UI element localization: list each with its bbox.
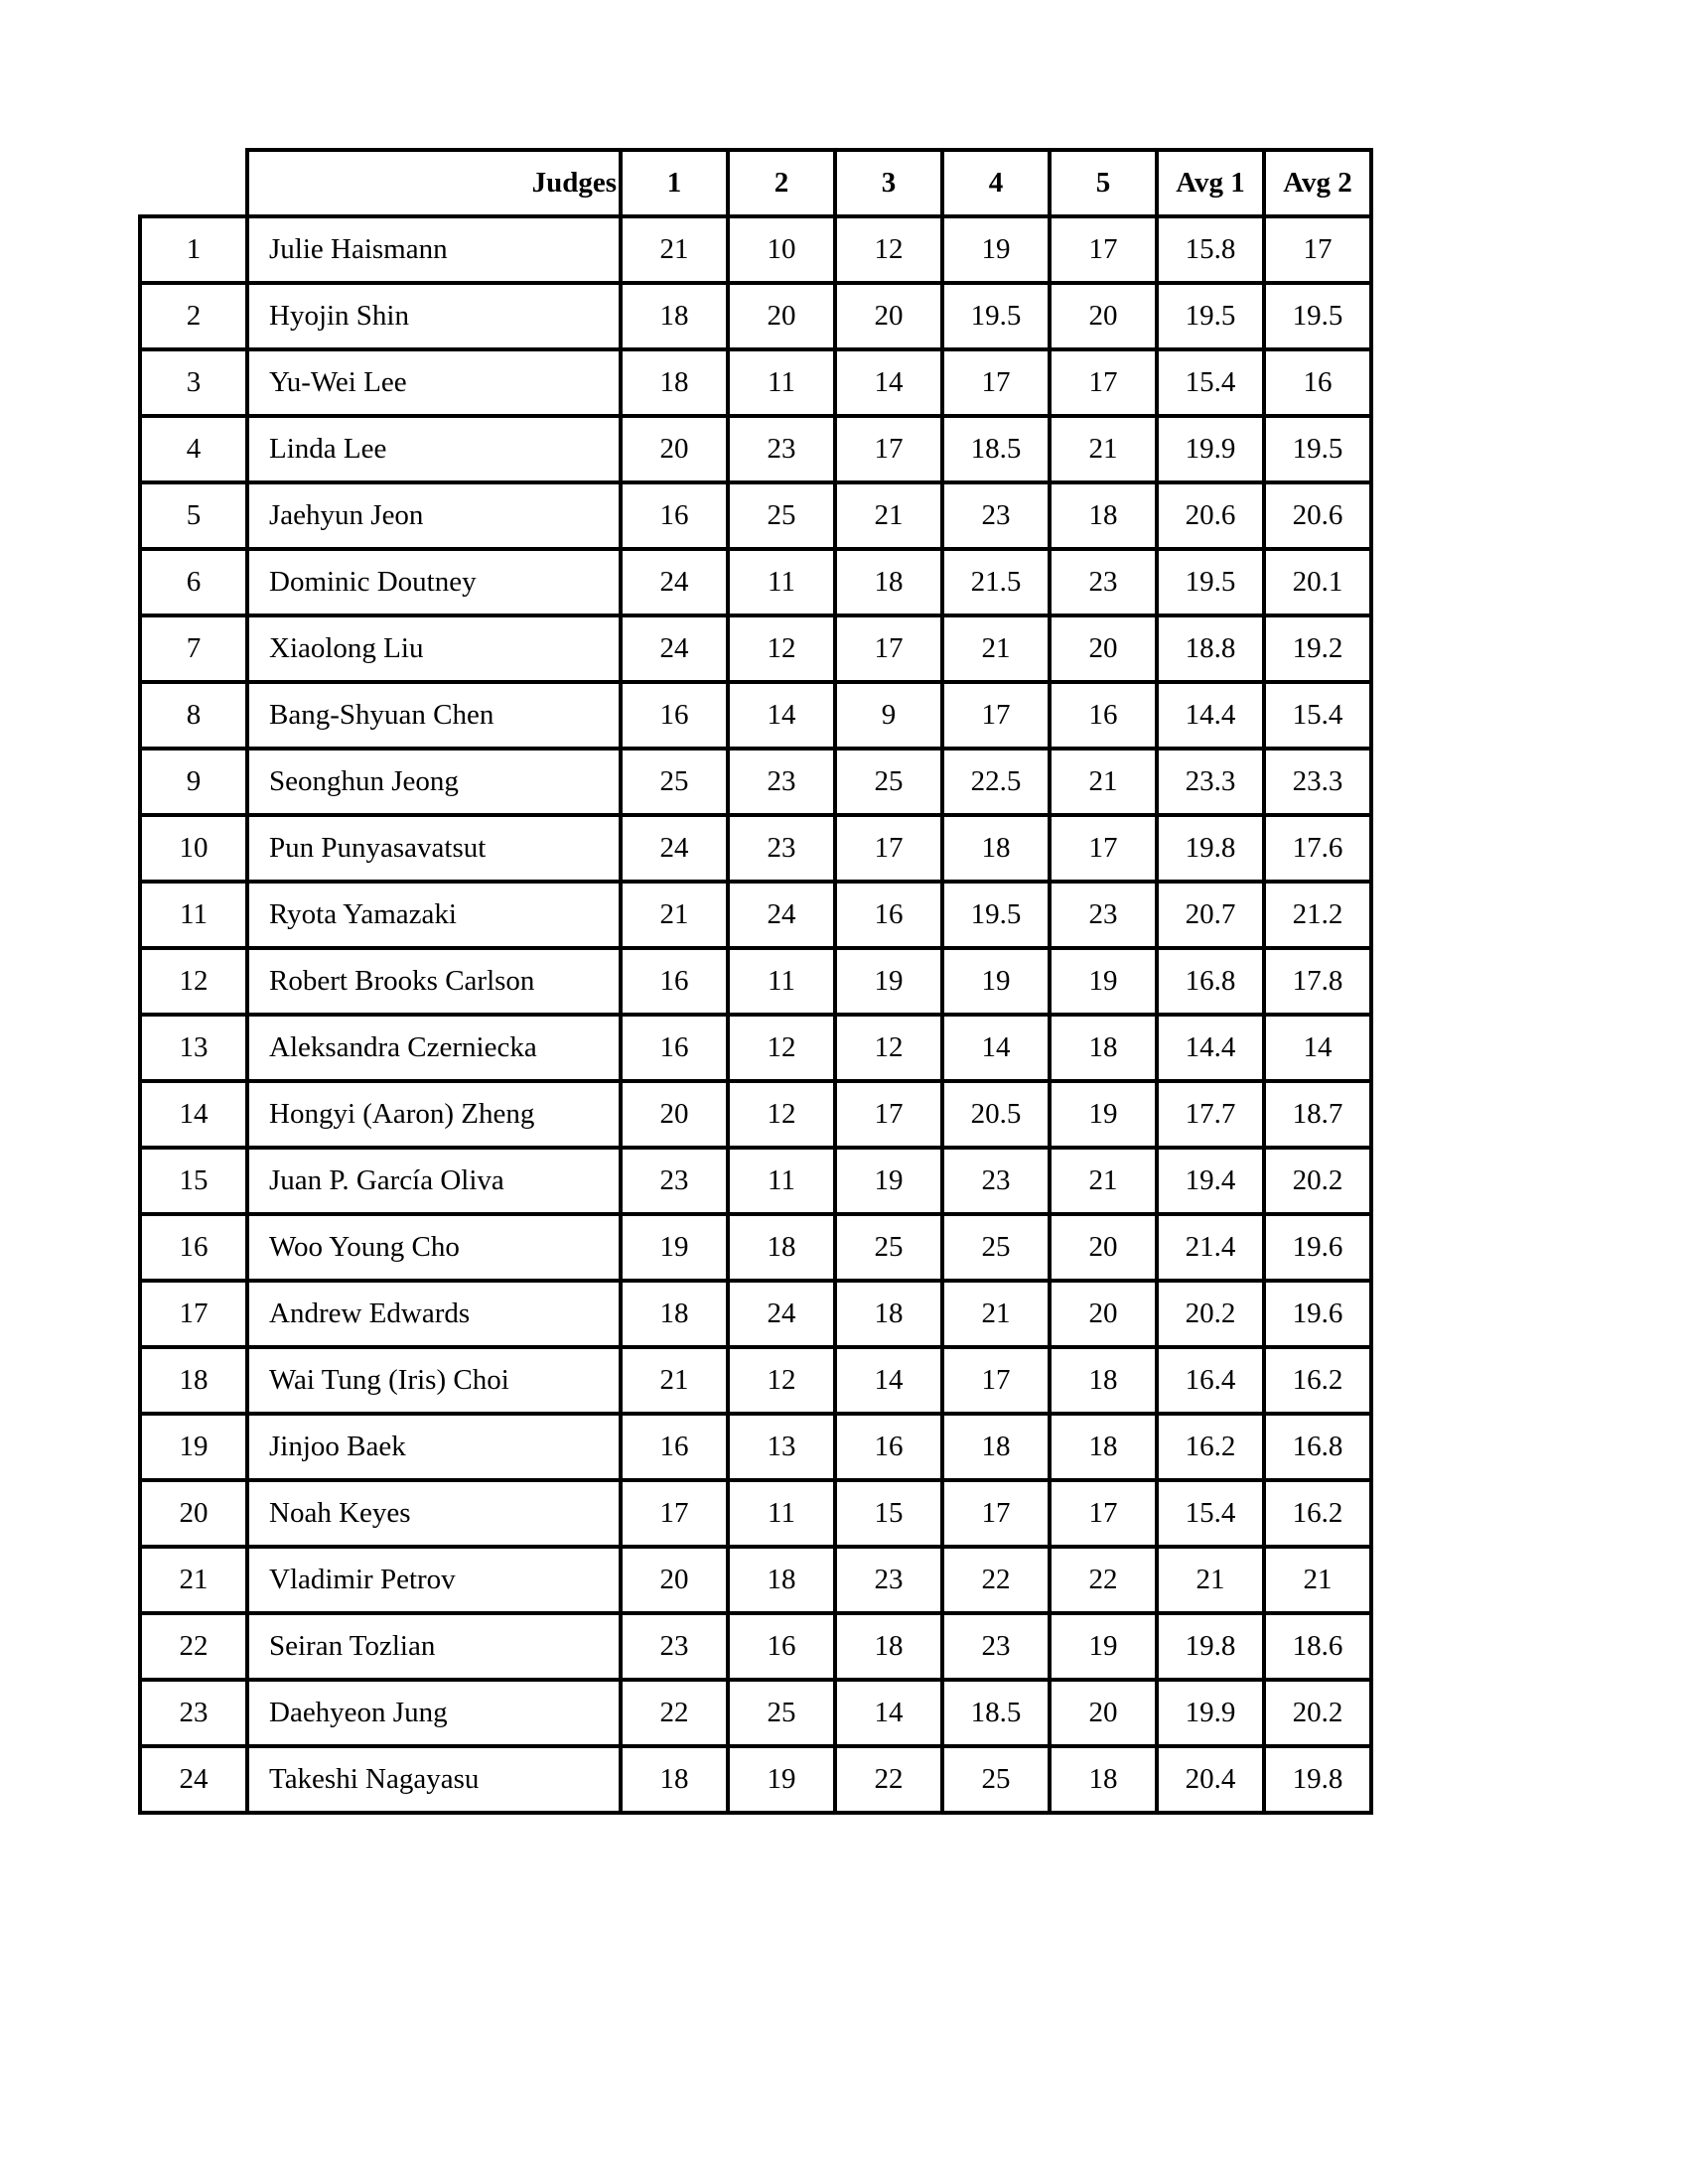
judge-3-score: 18 <box>835 1613 942 1680</box>
contestant-name: Linda Lee <box>247 416 621 482</box>
avg-2-score: 16.8 <box>1264 1414 1371 1480</box>
judge-4-score: 19.5 <box>942 283 1050 349</box>
judge-3-score: 22 <box>835 1746 942 1813</box>
table-row <box>140 1347 1371 1414</box>
contestant-number: 21 <box>140 1547 247 1613</box>
judge-4-score: 21 <box>942 615 1050 682</box>
judge-4-score: 19 <box>942 948 1050 1015</box>
judge-4-score: 21 <box>942 1281 1050 1347</box>
judge-4-score: 23 <box>942 1613 1050 1680</box>
judge-3-score: 20 <box>835 283 942 349</box>
table-header <box>140 150 1371 216</box>
contestant-number: 17 <box>140 1281 247 1347</box>
judge-1-score: 24 <box>621 615 728 682</box>
judge-1-score: 16 <box>621 948 728 1015</box>
contestant-name: Juan P. García Oliva <box>247 1148 621 1214</box>
judge-3-score: 9 <box>835 682 942 749</box>
judge-1-score: 17 <box>621 1480 728 1547</box>
avg-2-score: 21.2 <box>1264 882 1371 948</box>
contestant-name: Pun Punyasavatsut <box>247 815 621 882</box>
table-row <box>140 1480 1371 1547</box>
judge-2-score: 11 <box>728 349 835 416</box>
judge-1-score: 18 <box>621 1746 728 1813</box>
avg-2-header: Avg 2 <box>1264 150 1371 216</box>
judge-5-score: 17 <box>1050 815 1157 882</box>
judge-2-score: 18 <box>728 1547 835 1613</box>
avg-2-score: 21 <box>1264 1547 1371 1613</box>
judge-4-score: 18.5 <box>942 1680 1050 1746</box>
avg-1-score: 21.4 <box>1157 1214 1264 1281</box>
judge-5-score: 19 <box>1050 948 1157 1015</box>
judge-2-score: 11 <box>728 1148 835 1214</box>
contestant-name: Hongyi (Aaron) Zheng <box>247 1081 621 1148</box>
avg-1-score: 19.5 <box>1157 283 1264 349</box>
table-row <box>140 882 1371 948</box>
contestant-number: 1 <box>140 216 247 283</box>
judge-5-score: 21 <box>1050 1148 1157 1214</box>
header-row <box>140 150 1371 216</box>
judge-3-score: 15 <box>835 1480 942 1547</box>
avg-2-score: 18.6 <box>1264 1613 1371 1680</box>
avg-1-score: 19.9 <box>1157 416 1264 482</box>
contestant-name: Bang-Shyuan Chen <box>247 682 621 749</box>
table-row <box>140 1015 1371 1081</box>
judge-5-score: 20 <box>1050 1214 1157 1281</box>
judge-5-score: 21 <box>1050 749 1157 815</box>
avg-1-score: 23.3 <box>1157 749 1264 815</box>
contestant-number: 16 <box>140 1214 247 1281</box>
judge-5-score: 18 <box>1050 1347 1157 1414</box>
contestant-name: Julie Haismann <box>247 216 621 283</box>
contestant-name: Yu-Wei Lee <box>247 349 621 416</box>
contestant-number: 9 <box>140 749 247 815</box>
judge-3-score: 17 <box>835 1081 942 1148</box>
contestant-name: Jaehyun Jeon <box>247 482 621 549</box>
judge-5-score: 22 <box>1050 1547 1157 1613</box>
avg-2-score: 19.5 <box>1264 283 1371 349</box>
contestant-name: Woo Young Cho <box>247 1214 621 1281</box>
judge-4-score: 17 <box>942 349 1050 416</box>
contestant-name: Ryota Yamazaki <box>247 882 621 948</box>
table-row <box>140 1414 1371 1480</box>
contestant-name: Andrew Edwards <box>247 1281 621 1347</box>
avg-1-score: 20.6 <box>1157 482 1264 549</box>
judge-3-score: 12 <box>835 216 942 283</box>
judge-5-score: 20 <box>1050 283 1157 349</box>
judge-3-score: 17 <box>835 815 942 882</box>
avg-2-score: 18.7 <box>1264 1081 1371 1148</box>
judge-4-score: 17 <box>942 1480 1050 1547</box>
judge-1-score: 20 <box>621 416 728 482</box>
contestant-number: 8 <box>140 682 247 749</box>
table-row <box>140 1613 1371 1680</box>
contestant-number: 14 <box>140 1081 247 1148</box>
contestant-number: 22 <box>140 1613 247 1680</box>
contestant-number: 19 <box>140 1414 247 1480</box>
avg-2-score: 19.6 <box>1264 1214 1371 1281</box>
judge-5-score: 20 <box>1050 1281 1157 1347</box>
avg-2-score: 15.4 <box>1264 682 1371 749</box>
judge-2-score: 23 <box>728 815 835 882</box>
judge-4-score: 20.5 <box>942 1081 1050 1148</box>
contestant-number: 23 <box>140 1680 247 1746</box>
contestant-number: 4 <box>140 416 247 482</box>
judge-2-score: 16 <box>728 1613 835 1680</box>
avg-2-score: 16 <box>1264 349 1371 416</box>
table-row <box>140 682 1371 749</box>
judge-1-header: 1 <box>621 150 728 216</box>
contestant-number: 6 <box>140 549 247 615</box>
table-row <box>140 615 1371 682</box>
judges-score-table <box>138 148 1373 1815</box>
table-row <box>140 1281 1371 1347</box>
judge-5-score: 18 <box>1050 1746 1157 1813</box>
judge-1-score: 22 <box>621 1680 728 1746</box>
judge-5-score: 16 <box>1050 682 1157 749</box>
judge-5-score: 18 <box>1050 482 1157 549</box>
judge-2-score: 20 <box>728 283 835 349</box>
judge-2-score: 23 <box>728 749 835 815</box>
judge-2-score: 23 <box>728 416 835 482</box>
contestant-name: Wai Tung (Iris) Choi <box>247 1347 621 1414</box>
judge-1-score: 16 <box>621 682 728 749</box>
judge-2-score: 24 <box>728 1281 835 1347</box>
judge-5-score: 17 <box>1050 1480 1157 1547</box>
avg-1-score: 19.9 <box>1157 1680 1264 1746</box>
judge-5-score: 19 <box>1050 1613 1157 1680</box>
avg-1-score: 20.2 <box>1157 1281 1264 1347</box>
judge-1-score: 18 <box>621 283 728 349</box>
judge-3-score: 14 <box>835 1347 942 1414</box>
judge-4-score: 22.5 <box>942 749 1050 815</box>
table-row <box>140 283 1371 349</box>
avg-1-score: 19.5 <box>1157 549 1264 615</box>
judge-4-score: 22 <box>942 1547 1050 1613</box>
judge-1-score: 25 <box>621 749 728 815</box>
judge-2-score: 12 <box>728 615 835 682</box>
avg-1-score: 15.4 <box>1157 1480 1264 1547</box>
table-row <box>140 1214 1371 1281</box>
judge-3-score: 25 <box>835 1214 942 1281</box>
judge-2-score: 25 <box>728 1680 835 1746</box>
contestant-name: Robert Brooks Carlson <box>247 948 621 1015</box>
avg-1-score: 16.2 <box>1157 1414 1264 1480</box>
avg-1-score: 17.7 <box>1157 1081 1264 1148</box>
judge-4-score: 18 <box>942 1414 1050 1480</box>
judge-5-score: 18 <box>1050 1015 1157 1081</box>
avg-1-score: 19.4 <box>1157 1148 1264 1214</box>
table-row <box>140 1547 1371 1613</box>
contestant-number: 2 <box>140 283 247 349</box>
contestant-number: 12 <box>140 948 247 1015</box>
judge-1-score: 18 <box>621 1281 728 1347</box>
avg-1-score: 16.4 <box>1157 1347 1264 1414</box>
judge-4-score: 25 <box>942 1746 1050 1813</box>
judge-5-score: 21 <box>1050 416 1157 482</box>
avg-2-score: 14 <box>1264 1015 1371 1081</box>
contestant-number: 24 <box>140 1746 247 1813</box>
avg-2-score: 17.8 <box>1264 948 1371 1015</box>
avg-1-score: 15.4 <box>1157 349 1264 416</box>
judge-4-score: 17 <box>942 682 1050 749</box>
avg-1-score: 19.8 <box>1157 815 1264 882</box>
contestant-number: 20 <box>140 1480 247 1547</box>
judge-3-score: 12 <box>835 1015 942 1081</box>
judge-2-score: 11 <box>728 549 835 615</box>
judge-1-score: 20 <box>621 1081 728 1148</box>
contestant-name: Jinjoo Baek <box>247 1414 621 1480</box>
avg-1-score: 16.8 <box>1157 948 1264 1015</box>
contestant-name: Hyojin Shin <box>247 283 621 349</box>
judge-5-score: 17 <box>1050 216 1157 283</box>
contestant-name: Noah Keyes <box>247 1480 621 1547</box>
table-body <box>140 216 1371 1813</box>
judge-1-score: 18 <box>621 349 728 416</box>
judge-3-score: 18 <box>835 1281 942 1347</box>
contestant-number: 11 <box>140 882 247 948</box>
judge-2-score: 12 <box>728 1015 835 1081</box>
judge-2-score: 11 <box>728 1480 835 1547</box>
judge-2-score: 10 <box>728 216 835 283</box>
avg-2-score: 19.6 <box>1264 1281 1371 1347</box>
judge-2-score: 25 <box>728 482 835 549</box>
judge-3-score: 16 <box>835 882 942 948</box>
contestant-name: Seonghun Jeong <box>247 749 621 815</box>
judge-1-score: 16 <box>621 1414 728 1480</box>
table-row <box>140 216 1371 283</box>
table-row <box>140 1148 1371 1214</box>
avg-2-score: 17 <box>1264 216 1371 283</box>
avg-1-score: 18.8 <box>1157 615 1264 682</box>
judges-header: Judges <box>247 150 621 216</box>
judge-5-score: 18 <box>1050 1414 1157 1480</box>
contestant-name: Daehyeon Jung <box>247 1680 621 1746</box>
table-row <box>140 349 1371 416</box>
judge-1-score: 21 <box>621 882 728 948</box>
table-row <box>140 549 1371 615</box>
judge-1-score: 19 <box>621 1214 728 1281</box>
judge-2-header: 2 <box>728 150 835 216</box>
contestant-name: Xiaolong Liu <box>247 615 621 682</box>
contestant-name: Vladimir Petrov <box>247 1547 621 1613</box>
judge-1-score: 16 <box>621 482 728 549</box>
judge-2-score: 12 <box>728 1081 835 1148</box>
avg-2-score: 19.5 <box>1264 416 1371 482</box>
judge-1-score: 23 <box>621 1613 728 1680</box>
judge-5-score: 17 <box>1050 349 1157 416</box>
judge-2-score: 12 <box>728 1347 835 1414</box>
judge-1-score: 24 <box>621 549 728 615</box>
judge-5-score: 23 <box>1050 882 1157 948</box>
judge-2-score: 13 <box>728 1414 835 1480</box>
judge-1-score: 20 <box>621 1547 728 1613</box>
judge-4-score: 19 <box>942 216 1050 283</box>
avg-1-score: 14.4 <box>1157 682 1264 749</box>
contestant-name: Aleksandra Czerniecka <box>247 1015 621 1081</box>
judge-1-score: 23 <box>621 1148 728 1214</box>
contestant-name: Seiran Tozlian <box>247 1613 621 1680</box>
avg-1-score: 14.4 <box>1157 1015 1264 1081</box>
judge-3-score: 14 <box>835 349 942 416</box>
avg-2-score: 16.2 <box>1264 1347 1371 1414</box>
judge-5-score: 20 <box>1050 1680 1157 1746</box>
judge-1-score: 21 <box>621 216 728 283</box>
judge-5-score: 19 <box>1050 1081 1157 1148</box>
contestant-name: Dominic Doutney <box>247 549 621 615</box>
avg-2-score: 19.2 <box>1264 615 1371 682</box>
judge-4-score: 19.5 <box>942 882 1050 948</box>
judge-2-score: 14 <box>728 682 835 749</box>
contestant-name: Takeshi Nagayasu <box>247 1746 621 1813</box>
avg-2-score: 20.2 <box>1264 1680 1371 1746</box>
table-row <box>140 1746 1371 1813</box>
judge-4-score: 14 <box>942 1015 1050 1081</box>
judge-4-score: 18 <box>942 815 1050 882</box>
table-row <box>140 815 1371 882</box>
judge-3-score: 17 <box>835 416 942 482</box>
contestant-number: 10 <box>140 815 247 882</box>
judge-5-score: 23 <box>1050 549 1157 615</box>
avg-1-score: 15.8 <box>1157 216 1264 283</box>
avg-1-score: 19.8 <box>1157 1613 1264 1680</box>
judge-3-header: 3 <box>835 150 942 216</box>
judge-4-score: 25 <box>942 1214 1050 1281</box>
judge-4-score: 18.5 <box>942 416 1050 482</box>
contestant-number: 7 <box>140 615 247 682</box>
table-row <box>140 1081 1371 1148</box>
avg-2-score: 16.2 <box>1264 1480 1371 1547</box>
table-row <box>140 749 1371 815</box>
avg-1-score: 20.4 <box>1157 1746 1264 1813</box>
judge-4-header: 4 <box>942 150 1050 216</box>
table-row <box>140 416 1371 482</box>
avg-2-score: 20.6 <box>1264 482 1371 549</box>
avg-1-score: 20.7 <box>1157 882 1264 948</box>
table-row <box>140 1680 1371 1746</box>
avg-2-score: 23.3 <box>1264 749 1371 815</box>
judge-3-score: 23 <box>835 1547 942 1613</box>
corner-cell <box>140 150 247 216</box>
avg-2-score: 17.6 <box>1264 815 1371 882</box>
avg-2-score: 19.8 <box>1264 1746 1371 1813</box>
contestant-number: 18 <box>140 1347 247 1414</box>
judge-5-score: 20 <box>1050 615 1157 682</box>
judge-2-score: 24 <box>728 882 835 948</box>
judge-4-score: 21.5 <box>942 549 1050 615</box>
judge-1-score: 21 <box>621 1347 728 1414</box>
contestant-number: 3 <box>140 349 247 416</box>
judge-3-score: 19 <box>835 948 942 1015</box>
judge-3-score: 18 <box>835 549 942 615</box>
avg-2-score: 20.2 <box>1264 1148 1371 1214</box>
judge-2-score: 11 <box>728 948 835 1015</box>
judge-3-score: 25 <box>835 749 942 815</box>
judge-5-header: 5 <box>1050 150 1157 216</box>
avg-1-header: Avg 1 <box>1157 150 1264 216</box>
judge-4-score: 23 <box>942 1148 1050 1214</box>
judge-1-score: 24 <box>621 815 728 882</box>
judge-3-score: 16 <box>835 1414 942 1480</box>
judge-2-score: 19 <box>728 1746 835 1813</box>
avg-1-score: 21 <box>1157 1547 1264 1613</box>
judge-3-score: 14 <box>835 1680 942 1746</box>
judge-2-score: 18 <box>728 1214 835 1281</box>
judge-3-score: 17 <box>835 615 942 682</box>
judge-3-score: 21 <box>835 482 942 549</box>
judge-4-score: 23 <box>942 482 1050 549</box>
contestant-number: 15 <box>140 1148 247 1214</box>
contestant-number: 13 <box>140 1015 247 1081</box>
table-row <box>140 948 1371 1015</box>
judge-4-score: 17 <box>942 1347 1050 1414</box>
table-row <box>140 482 1371 549</box>
contestant-number: 5 <box>140 482 247 549</box>
avg-2-score: 20.1 <box>1264 549 1371 615</box>
judge-3-score: 19 <box>835 1148 942 1214</box>
judge-1-score: 16 <box>621 1015 728 1081</box>
